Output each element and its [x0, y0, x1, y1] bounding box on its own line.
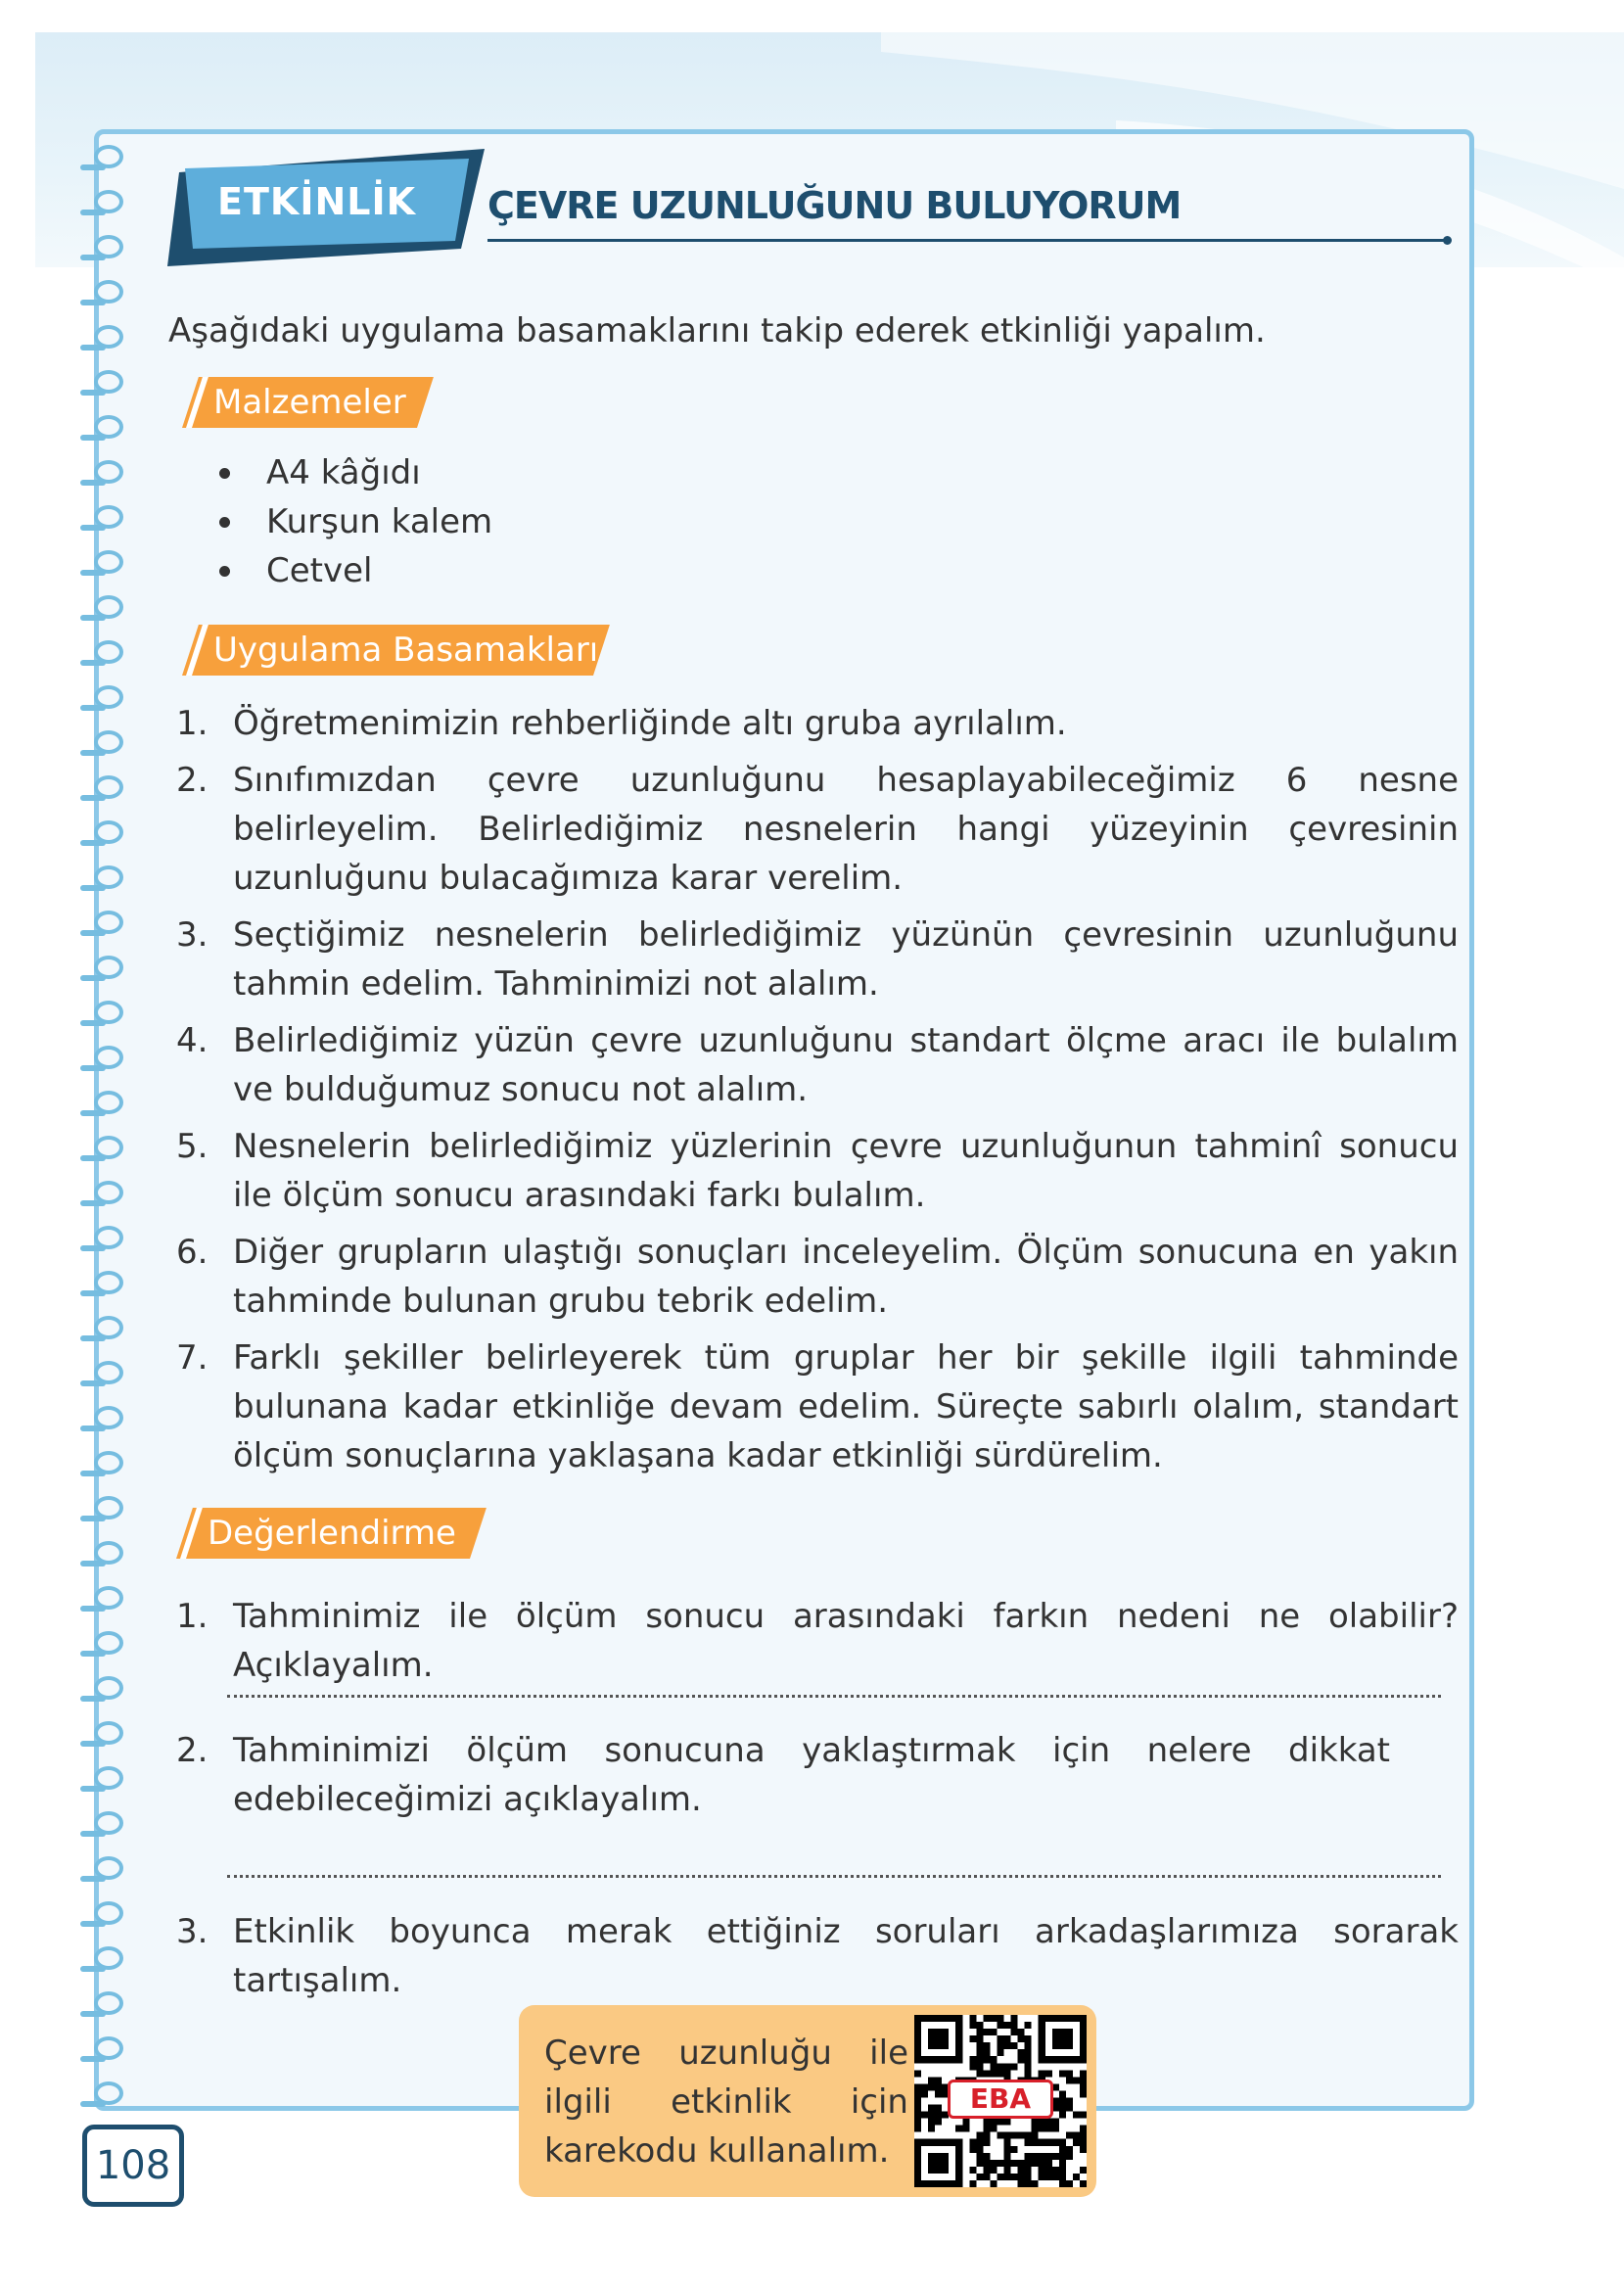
- spiral-hook: [80, 2101, 106, 2107]
- answer-line[interactable]: [227, 1695, 1441, 1698]
- page-title: ÇEVRE UZUNLUĞUNU BULUYORUM: [487, 184, 1182, 227]
- step-number: 7.: [176, 1338, 209, 1378]
- spiral-hook: [80, 390, 106, 396]
- list-item: [176, 756, 1459, 903]
- qr-code[interactable]: [914, 2015, 1087, 2187]
- spiral-hook: [80, 1651, 106, 1657]
- spiral-hook: [80, 570, 106, 576]
- question-text: Tahminimiz ile ölçüm sonucu arasındaki farkın nedeni ne olabilir? Açıklayalım.: [233, 1597, 1459, 1685]
- list-item: [176, 911, 1459, 1008]
- spiral-hook: [80, 660, 106, 666]
- step-text: Nesnelerin belirlediğimiz yüzlerinin çevre uzunluğunun tahminî sonucu ile ölçüm sonucu arasındaki farkı bulalım.: [233, 1127, 1459, 1215]
- materials-heading-label: Malzemeler: [213, 383, 406, 422]
- list-item: [215, 546, 492, 595]
- evaluation-question: [176, 1907, 1459, 2005]
- spiral-hook: [80, 1741, 106, 1747]
- evaluation-heading: [176, 1508, 470, 1559]
- step-text: Belirlediğimiz yüzün çevre uzunluğunu standart ölçme aracı ile bulalım ve bulduğumuz sonucu not alalım.: [233, 1021, 1459, 1109]
- step-text: Diğer grupların ulaştığı sonuçları inceleyelim. Ölçüm sonucuna en yakın tahminde bulunan grubu tebrik edelim.: [233, 1233, 1459, 1321]
- spiral-hook: [80, 1786, 106, 1792]
- answer-line[interactable]: [227, 1875, 1441, 1878]
- spiral-hook: [80, 164, 106, 170]
- eba-logo: EBA: [948, 2080, 1053, 2119]
- spiral-hook: [80, 300, 106, 305]
- spiral-hook: [80, 1335, 106, 1341]
- material-item: A4 kâğıdı: [266, 453, 421, 492]
- spiral-hook: [80, 525, 106, 531]
- spiral-hook: [80, 1831, 106, 1837]
- qr-info-box: [519, 2005, 1096, 2197]
- spiral-hook: [80, 1696, 106, 1702]
- steps-list: [176, 699, 1459, 1488]
- materials-heading: [182, 377, 437, 428]
- list-item: [176, 699, 1459, 748]
- materials-list: [215, 448, 492, 595]
- evaluation-question: [176, 1726, 1390, 1824]
- title-underline-dot: [1443, 236, 1452, 245]
- steps-heading: [182, 625, 613, 676]
- page-number: 108: [82, 2125, 184, 2207]
- list-item: [176, 1122, 1459, 1220]
- spiral-binding: [76, 131, 145, 2109]
- spiral-hook: [80, 210, 106, 215]
- list-item: [176, 1333, 1459, 1480]
- spiral-hook: [80, 1426, 106, 1431]
- spiral-hook: [80, 480, 106, 486]
- title-underline: [487, 239, 1447, 242]
- bullet-icon: [219, 517, 230, 528]
- question-text: Tahminimizi ölçüm sonucuna yaklaştırmak için nelere dikkat edebileceğimizi açıklayalım.: [233, 1731, 1390, 1819]
- list-item: [176, 1592, 1459, 1690]
- spiral-hook: [80, 1245, 106, 1251]
- spiral-hook: [80, 1065, 106, 1071]
- spiral-hook: [80, 840, 106, 846]
- step-number: 1.: [176, 704, 209, 743]
- spiral-hook: [80, 1876, 106, 1882]
- list-item: [176, 1907, 1459, 2005]
- material-item: Kurşun kalem: [266, 502, 493, 541]
- step-number: 6.: [176, 1233, 209, 1272]
- step-number: 3.: [176, 915, 209, 955]
- spiral-hook: [80, 1471, 106, 1476]
- bullet-icon: [219, 566, 230, 577]
- spiral-hook: [80, 1380, 106, 1386]
- spiral-hook: [80, 1155, 106, 1161]
- list-item: [176, 1726, 1390, 1824]
- step-text: Farklı şekiller belirleyerek tüm gruplar her bir şekille ilgili tahminde bulunana kadar etkinliğe devam edelim. Süreçte sabırlı olalım, standart ölçüm sonuçlarına yaklaşana kadar etkinliği sürdürelim.: [233, 1338, 1459, 1475]
- material-item: Cetvel: [266, 551, 373, 590]
- step-text: Seçtiğimiz nesnelerin belirlediğimiz yüzünün çevresinin uzunluğunu tahmin edelim. Tahminimizi not alalım.: [233, 915, 1459, 1004]
- spiral-hook: [80, 255, 106, 260]
- spiral-hook: [80, 1561, 106, 1566]
- spiral-hook: [80, 930, 106, 936]
- qr-info-text: Çevre uzunluğu ile ilgili etkinlik için karekodu kullanalım.: [544, 2034, 908, 2171]
- spiral-hook: [80, 1020, 106, 1026]
- step-text: Sınıfımızdan çevre uzunluğunu hesaplayabileceğimiz 6 nesne belirleyelim. Belirlediğimiz nesnelerin hangi yüzeyinin çevresinin uzunluğunu bulacağımıza karar verelim.: [233, 761, 1459, 898]
- spiral-hook: [80, 1200, 106, 1206]
- spiral-hook: [80, 750, 106, 756]
- spiral-hook: [80, 1966, 106, 1972]
- spiral-hook: [80, 1921, 106, 1927]
- spiral-hook: [80, 1606, 106, 1612]
- step-number: 4.: [176, 1021, 209, 1060]
- spiral-hook: [80, 705, 106, 711]
- spiral-hook: [80, 615, 106, 621]
- step-text: Öğretmenimizin rehberliğinde altı gruba ayrılalım.: [233, 704, 1067, 743]
- bullet-icon: [219, 468, 230, 479]
- spiral-hook: [80, 1516, 106, 1521]
- list-item: [176, 1228, 1459, 1326]
- step-number: 2.: [176, 761, 209, 800]
- intro-text: Aşağıdaki uygulama basamaklarını takip ederek etkinliği yapalım.: [168, 311, 1266, 351]
- list-item: [215, 448, 492, 497]
- evaluation-heading-label: Değerlendirme: [208, 1514, 456, 1553]
- question-number: 2.: [176, 1731, 209, 1770]
- spiral-hook: [80, 885, 106, 891]
- spiral-hook: [80, 2011, 106, 2017]
- list-item: [176, 1016, 1459, 1114]
- step-number: 5.: [176, 1127, 209, 1166]
- activity-badge-label: ETKİNLİK: [217, 180, 417, 223]
- question-text: Etkinlik boyunca merak ettiğiniz soruları arkadaşlarımıza sorarak tartışalım.: [233, 1912, 1459, 2000]
- evaluation-question: [176, 1592, 1459, 1690]
- spiral-hook: [80, 2056, 106, 2062]
- list-item: [215, 497, 492, 546]
- steps-heading-label: Uygulama Basamakları: [213, 631, 599, 670]
- spiral-hook: [80, 1110, 106, 1116]
- spiral-hook: [80, 1290, 106, 1296]
- spiral-hook: [80, 975, 106, 981]
- spiral-hook: [80, 345, 106, 351]
- question-number: 1.: [176, 1597, 209, 1636]
- spiral-hook: [80, 435, 106, 441]
- spiral-hook: [80, 795, 106, 801]
- question-number: 3.: [176, 1912, 209, 1951]
